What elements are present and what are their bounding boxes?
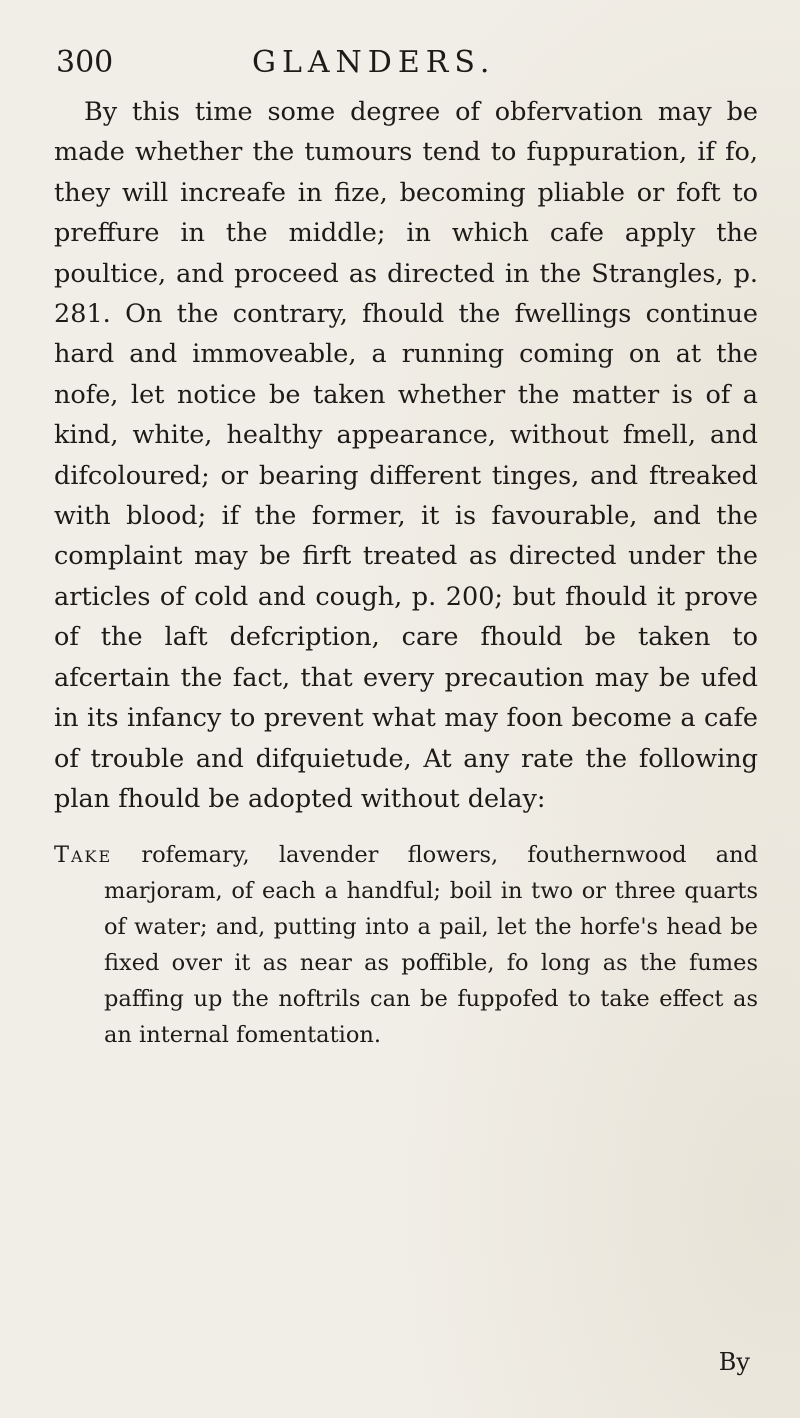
recipe-lead-word: Take xyxy=(54,842,113,869)
running-title: GLANDERS. xyxy=(252,45,496,80)
catchword: By xyxy=(718,1348,750,1376)
page-number: 300 xyxy=(56,45,114,80)
running-head xyxy=(54,40,758,86)
recipe-paragraph xyxy=(54,837,758,1053)
recipe-text: rofemary, lavender flowers, fouthernwood and marjoram, of each a handful; boil in two or three quarts of water; and, putting into a pail, let the horfe's head be fixed over it as near as poffible, fo long as the fumes paffing up the noftrils can be fuppofed to take effect as an internal fomentation. xyxy=(104,842,758,1049)
body-paragraph: By this time some degree of obfervation may be made whether the tumours tend to fuppuration, if fo, they will increafe in fize, becoming pliable or foft to preffure in the middle; in which cafe apply the poultice, and proceed as directed in the Strangles, p. 281. On the contrary, fhould the fwellings continue hard and immoveable, a running coming on at the nofe, let notice be taken whether the matter is of a kind, white, healthy appearance, without fmell, and difcoloured; or bearing different tinges, and ftreaked with blood; if the former, it is favourable, and the complaint may be firft treated as directed under the articles of cold and cough, p. 200; but fhould it prove of the laft defcription, care fhould be taken to afcertain the fact, that every precaution may be ufed in its infancy to prevent what may foon become a cafe of trouble and difquietude, At any rate the following plan fhould be adopted without delay: xyxy=(54,97,758,814)
